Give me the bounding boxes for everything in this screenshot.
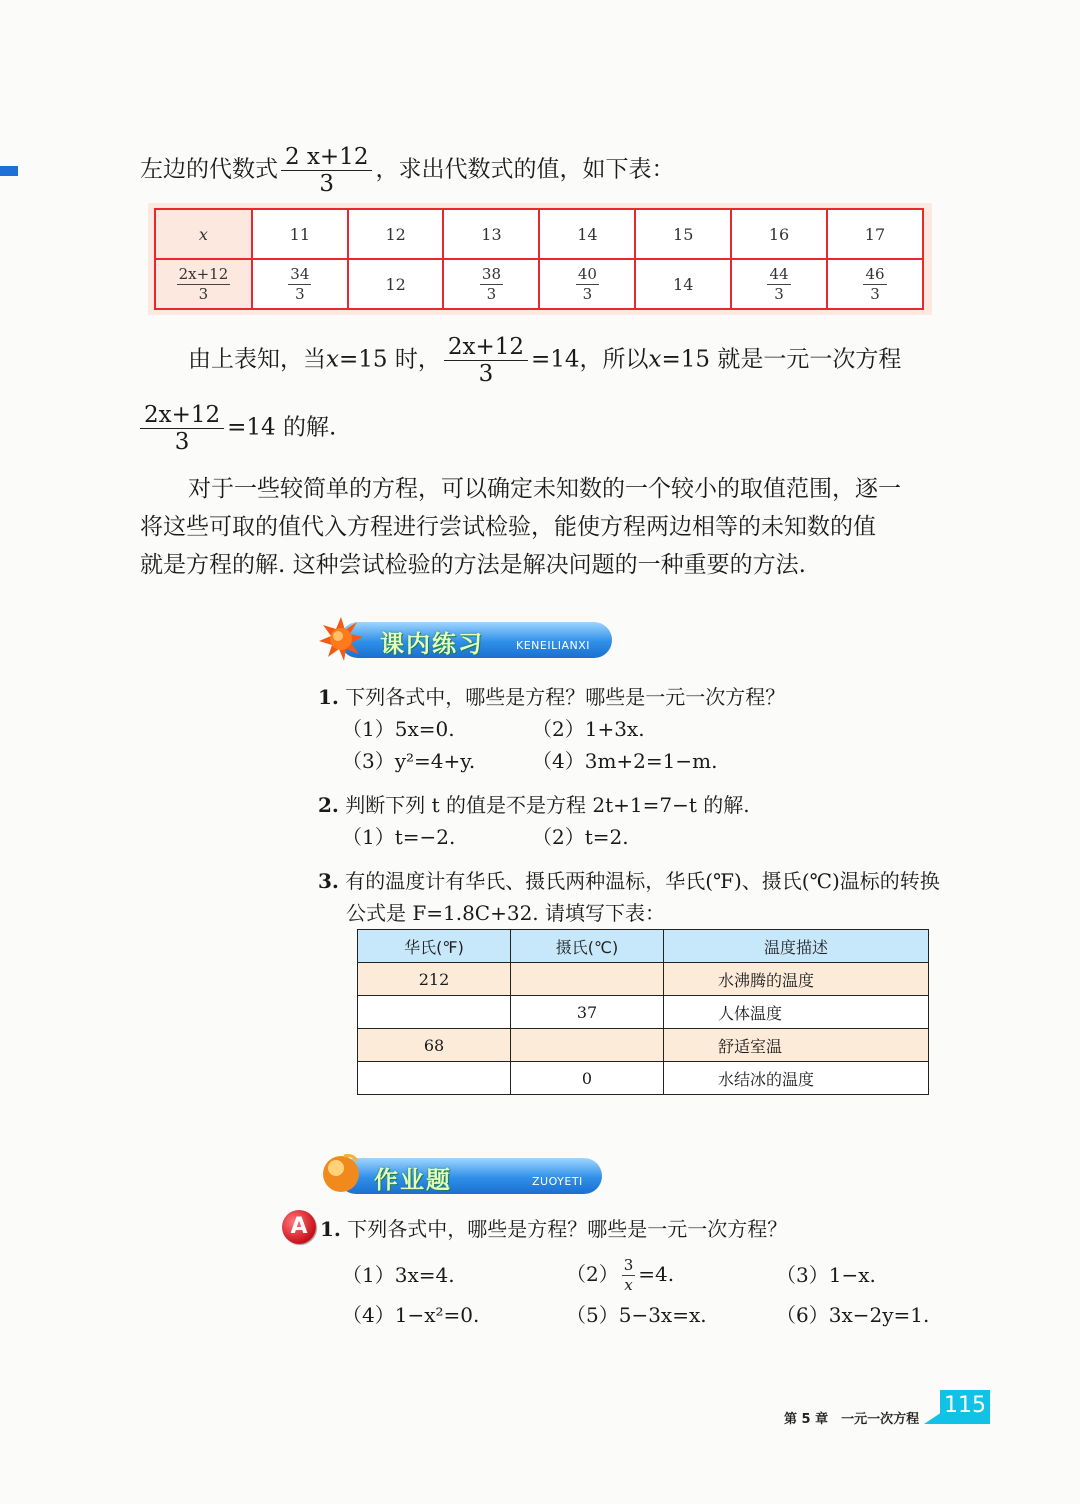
explanation-line-1: 对于一些较简单的方程，可以确定未知数的一个较小的取值范围，逐一 bbox=[188, 476, 901, 502]
result-cell: $\frac{34}{3}$ bbox=[252, 259, 348, 309]
result-cell: $\frac{46}{3}$ bbox=[827, 259, 923, 309]
x-value-cell: 11 bbox=[252, 209, 348, 259]
practice-q1-item: （2）1+3x. bbox=[532, 717, 645, 741]
intro-suffix: ，求出代数式的值，如下表： bbox=[375, 156, 675, 183]
expression-header-cell: $\frac{2x+12}{3}$ bbox=[155, 259, 252, 309]
fahrenheit-header: 华氏(℉) bbox=[358, 930, 511, 963]
practice-q3: 3. 有的温度计有华氏、摄氏两种温标，华氏(℉)、摄氏(℃)温标的转换 bbox=[318, 869, 940, 893]
chapter-footer: 第 5 章 一元一次方程 bbox=[784, 1412, 920, 1427]
x-value-cell: 13 bbox=[443, 209, 539, 259]
practice-q2: 2. 判断下列 t 的值是不是方程 2t+1=7−t 的解. bbox=[318, 793, 750, 817]
celsius-cell[interactable] bbox=[511, 1029, 664, 1062]
fraction-numerator: 2 x+12 bbox=[281, 144, 372, 171]
fahrenheit-cell[interactable]: 212 bbox=[358, 963, 511, 996]
description-cell: 水结冰的温度 bbox=[664, 1062, 929, 1095]
intro-line bbox=[140, 144, 674, 197]
homework-q1-item: （3）1−x. bbox=[776, 1263, 876, 1287]
sun-icon bbox=[318, 616, 364, 662]
conclusion-line-1: 由上表知，当x=15 时， $\frac{2x+12}{3}$ =14，所以x=15 就是一元一次方程 bbox=[188, 334, 902, 387]
table-row bbox=[358, 1062, 929, 1095]
intro-prefix: 左边的代数式 bbox=[140, 156, 278, 183]
explanation-line-2: 将这些可取的值代入方程进行尝试检验，能使方程两边相等的未知数的值 bbox=[140, 514, 876, 540]
value-table-container bbox=[148, 203, 932, 315]
homework-q1-item: （6）3x−2y=1. bbox=[776, 1303, 930, 1327]
intro-fraction bbox=[281, 144, 372, 197]
x-value-cell: 14 bbox=[539, 209, 635, 259]
table-row bbox=[358, 1029, 929, 1062]
table-row bbox=[358, 996, 929, 1029]
fraction-denominator: 3 bbox=[319, 171, 335, 197]
homework-subtitle: ZUOYETI bbox=[532, 1175, 583, 1188]
practice-q3-line2: 公式是 F=1.8C+32. 请填写下表： bbox=[346, 901, 666, 925]
temperature-table bbox=[357, 929, 929, 1095]
homework-q1-item: （4）1−x²=0. bbox=[342, 1303, 480, 1327]
homework-q1: 1. 下列各式中，哪些是方程？哪些是一元一次方程？ bbox=[320, 1217, 788, 1241]
value-table bbox=[154, 208, 924, 310]
table-header-row bbox=[358, 930, 929, 963]
practice-q2-item: （1）t=−2. bbox=[342, 825, 456, 849]
table-row bbox=[155, 259, 923, 309]
practice-q1-item: （1）5x=0. bbox=[342, 717, 455, 741]
practice-q1-item: （3）y²=4+y. bbox=[342, 749, 476, 773]
practice-subtitle: KENEILIANXI bbox=[516, 639, 590, 652]
fahrenheit-cell[interactable]: 68 bbox=[358, 1029, 511, 1062]
homework-q1-item: （2） $\frac{3}{x}$ =4. bbox=[566, 1256, 675, 1294]
description-cell: 水沸腾的温度 bbox=[664, 963, 929, 996]
conclusion-line-2: $\frac{2x+12}{3}$ =14 的解. bbox=[140, 402, 336, 455]
page-number: 115 bbox=[940, 1390, 990, 1424]
homework-title: 作业题 bbox=[374, 1166, 452, 1194]
celsius-cell[interactable]: 0 bbox=[511, 1062, 664, 1095]
explanation-line-3: 就是方程的解. 这种尝试检验的方法是解决问题的一种重要的方法. bbox=[140, 552, 806, 578]
orange-ball-icon bbox=[320, 1152, 362, 1194]
homework-q1-item: （5）5−3x=x. bbox=[566, 1303, 707, 1327]
description-header: 温度描述 bbox=[664, 930, 929, 963]
x-value-cell: 15 bbox=[635, 209, 731, 259]
celsius-cell[interactable] bbox=[511, 963, 664, 996]
practice-q2-item: （2）t=2. bbox=[532, 825, 629, 849]
x-value-cell: 17 bbox=[827, 209, 923, 259]
description-cell: 舒适室温 bbox=[664, 1029, 929, 1062]
practice-banner bbox=[340, 622, 612, 658]
result-cell: $\frac{38}{3}$ bbox=[443, 259, 539, 309]
description-cell: 人体温度 bbox=[664, 996, 929, 1029]
result-cell: $\frac{44}{3}$ bbox=[731, 259, 827, 309]
conclusion-fraction-2: $\frac{2x+12}{3}$ bbox=[140, 402, 224, 455]
table-row bbox=[155, 209, 923, 259]
table-row bbox=[358, 963, 929, 996]
homework-banner bbox=[338, 1158, 602, 1194]
conclusion-fraction: $\frac{2x+12}{3}$ bbox=[444, 334, 528, 387]
fahrenheit-cell[interactable] bbox=[358, 1062, 511, 1095]
practice-q1: 1. 下列各式中，哪些是方程？哪些是一元一次方程？ bbox=[318, 685, 786, 709]
fahrenheit-cell[interactable] bbox=[358, 996, 511, 1029]
result-cell: 12 bbox=[348, 259, 444, 309]
homework-q1-item: （1）3x=4. bbox=[342, 1263, 455, 1287]
result-cell: 14 bbox=[635, 259, 731, 309]
practice-title: 课内练习 bbox=[380, 630, 484, 658]
result-cell: $\frac{40}{3}$ bbox=[539, 259, 635, 309]
level-a-badge: A bbox=[282, 1210, 316, 1244]
x-header-cell: x bbox=[155, 209, 252, 259]
x-value-cell: 12 bbox=[348, 209, 444, 259]
chapter-edge-marker bbox=[0, 166, 18, 176]
x-value-cell: 16 bbox=[731, 209, 827, 259]
celsius-cell[interactable]: 37 bbox=[511, 996, 664, 1029]
practice-q1-item: （4）3m+2=1−m. bbox=[532, 749, 718, 773]
celsius-header: 摄氏(℃) bbox=[511, 930, 664, 963]
